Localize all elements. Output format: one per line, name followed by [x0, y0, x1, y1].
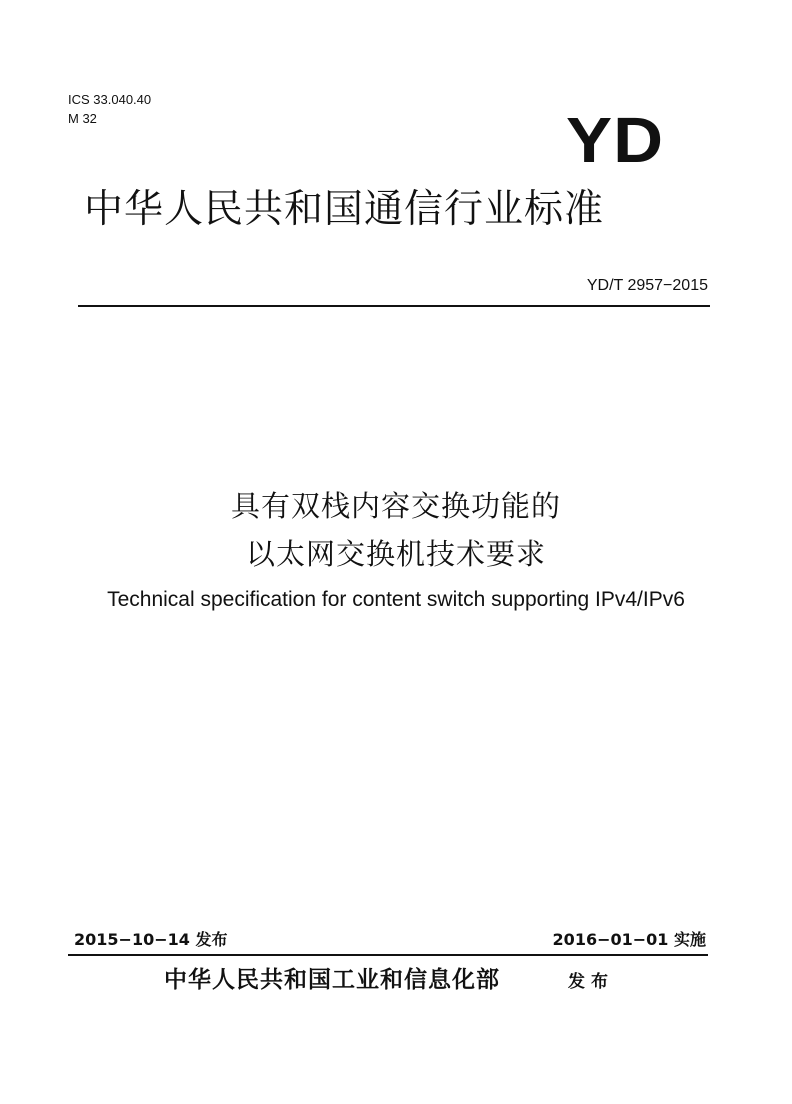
title-chinese-line2: 以太网交换机技术要求	[245, 537, 546, 571]
org-title: 中华人民共和国通信行业标准	[84, 187, 605, 232]
implementation-date: 2016−01−01 实施	[552, 930, 706, 949]
issuer-action: 发布	[568, 972, 614, 992]
ccs-code: M 32	[68, 111, 97, 126]
top-rule	[78, 305, 710, 307]
issuing-authority: 中华人民共和国工业和信息化部	[164, 967, 500, 993]
ics-code: ICS 33.040.40	[68, 92, 152, 107]
yd-logo: YD	[566, 104, 665, 176]
title-chinese-line1: 具有双栈内容交换功能的	[230, 489, 561, 523]
issue-date: 2015−10−14 发布	[74, 930, 228, 949]
standard-number: YD/T 2957−2015	[586, 277, 708, 294]
bottom-rule	[68, 954, 708, 956]
title-english: Technical specification for content switch supporting IPv4/IPv6	[107, 588, 685, 611]
